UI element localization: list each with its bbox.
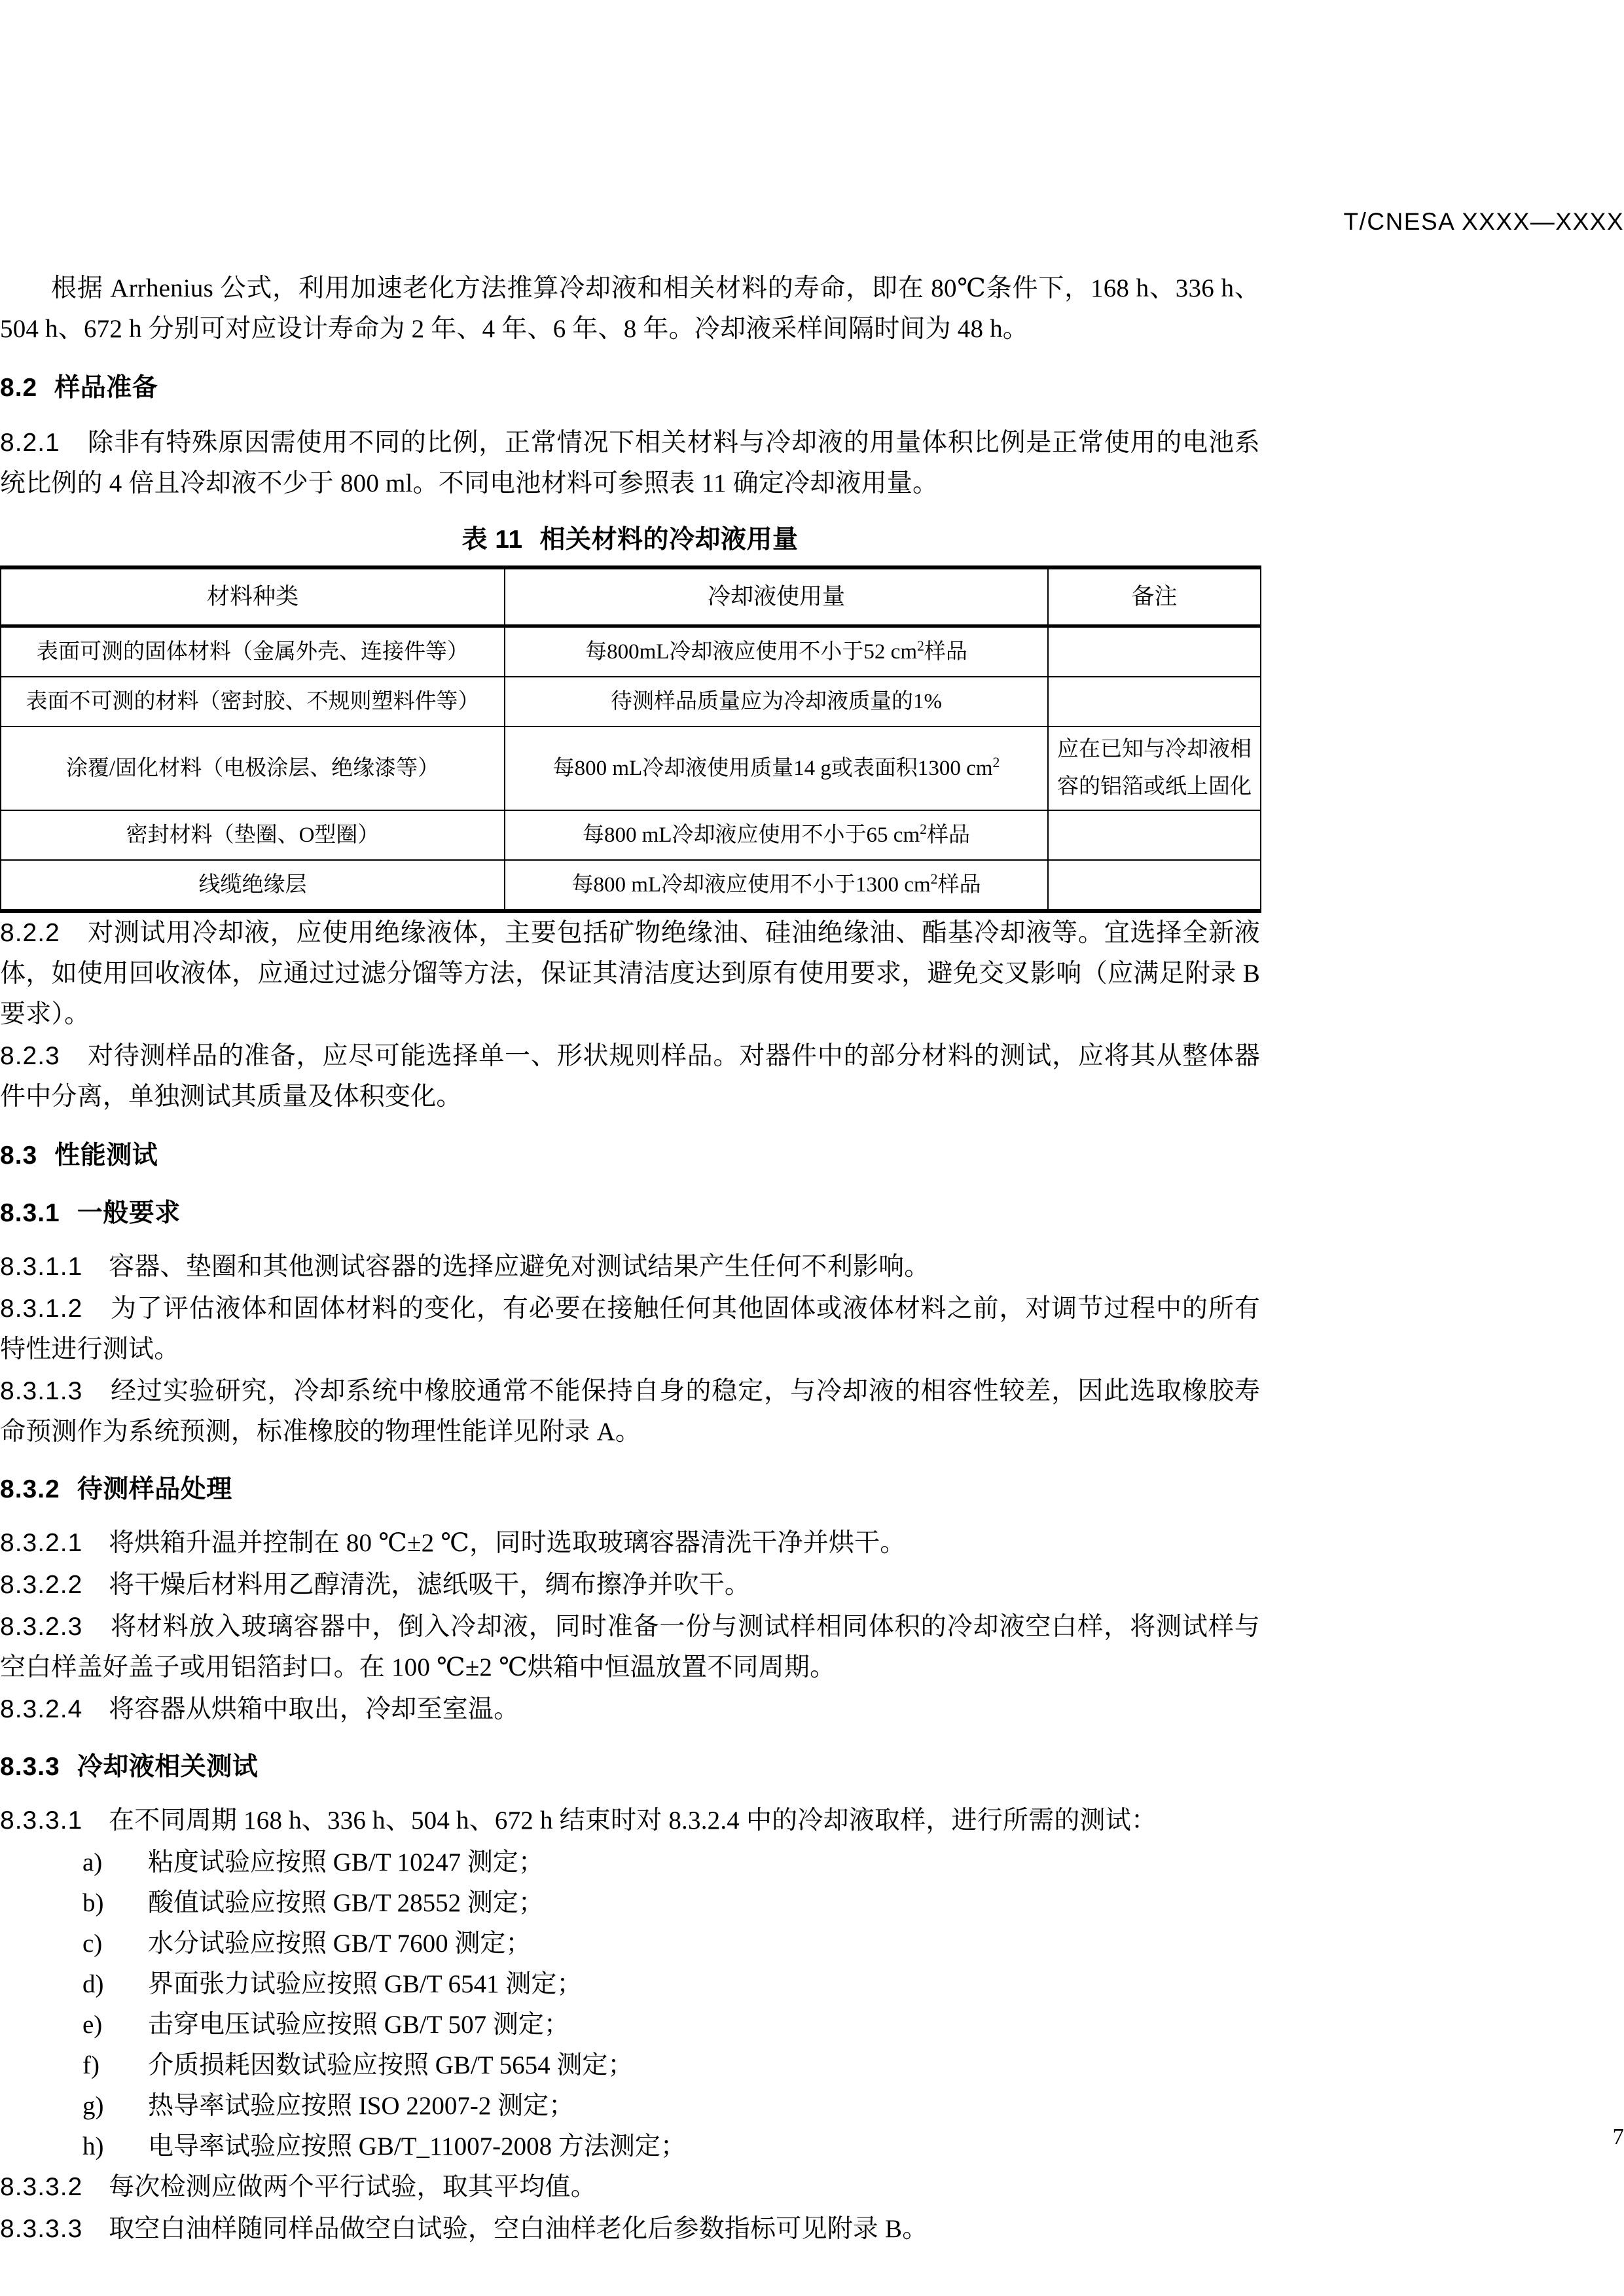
clause-8-3-1-3-text: 经过实验研究，冷却系统中橡胶通常不能保持自身的稳定，与冷却液的相容性较差，因此选取橡胶寿命预测作为系统预测，标准橡胶的物理性能详见附录 A。 <box>0 1377 1260 1446</box>
heading-8-3-2-number: 8.3.2 <box>0 1475 60 1503</box>
heading-8-2 <box>0 368 1260 408</box>
clause-8-2-2-text: 对测试用冷却液，应使用绝缘液体，主要包括矿物绝缘油、硅油绝缘油、酯基冷却液等。宜选择全新液体，如使用回收液体，应通过过滤分馏等方法，保证其清洁度达到原有使用要求，避免交叉影响（应满足附录 B 要求）。 <box>0 919 1260 1028</box>
cell-remark <box>1048 677 1261 726</box>
clause-8-3-1-2-number: 8.3.1.2 <box>0 1295 83 1323</box>
clause-8-3-2-2 <box>0 1565 1260 1605</box>
table-11-caption-label: 表 11 <box>461 526 523 554</box>
cell-amount-text: 待测样品质量应为冷却液质量的1% <box>611 690 942 713</box>
cell-remark <box>1048 626 1261 677</box>
heading-8-3-2 <box>0 1469 1260 1510</box>
clause-8-2-1-number: 8.2.1 <box>0 429 60 457</box>
table-11-caption <box>0 521 1260 559</box>
clause-8-3-2-2-text: 将干燥后材料用乙醇清洗，滤纸吸干，绸布擦净并吹干。 <box>109 1571 751 1599</box>
clause-8-3-3-2-number: 8.3.3.2 <box>0 2173 83 2201</box>
cell-amount-text: 每800 mL冷却液应使用不小于1300 cm <box>571 873 931 897</box>
list-item-text: 热导率试验应按照 ISO 22007-2 测定； <box>148 2092 575 2120</box>
clause-8-2-2-number: 8.2.2 <box>0 919 60 947</box>
list-item-text: 介质损耗因数试验应按照 GB/T 5654 测定； <box>148 2051 634 2079</box>
cell-amount-exponent: 2 <box>992 755 1000 770</box>
list-item <box>0 1924 1260 1964</box>
list-item-text: 击穿电压试验应按照 GB/T 507 测定； <box>148 2011 569 2039</box>
cell-amount <box>505 677 1048 726</box>
heading-8-2-title: 样品准备 <box>54 374 158 402</box>
clause-8-3-2-3-text: 将材料放入玻璃容器中，倒入冷却液，同时准备一份与测试样相同体积的冷却液空白样，将测试样与空白样盖好盖子或用铝箔封口。在 100 ℃±2 ℃烘箱中恒温放置不同周期。 <box>0 1613 1260 1681</box>
cell-amount <box>505 860 1048 911</box>
clause-8-3-2-1-text: 将烘箱升温并控制在 80 ℃±2 ℃，同时选取玻璃容器清洗干净并烘干。 <box>109 1529 906 1557</box>
clause-8-3-3-1 <box>0 1801 1260 1841</box>
clause-8-3-2-1-number: 8.3.2.1 <box>0 1529 83 1557</box>
cell-amount-exponent: 2 <box>917 638 924 654</box>
clause-8-3-1-3-number: 8.3.1.3 <box>0 1377 83 1405</box>
cell-amount-exponent: 2 <box>920 821 928 837</box>
clause-8-3-3-3-text: 取空白油样随同样品做空白试验，空白油样老化后参数指标可见附录 B。 <box>109 2215 928 2243</box>
clause-8-3-2-4-text: 将容器从烘箱中取出，冷却至室温。 <box>109 1695 520 1723</box>
clause-8-3-2-2-number: 8.3.2.2 <box>0 1571 83 1599</box>
list-item-marker: f) <box>82 2051 99 2079</box>
list-item-text: 水分试验应按照 GB/T 7600 测定； <box>148 1929 532 1958</box>
column-header-material: 材料种类 <box>1 567 505 626</box>
running-header: T/CNESA XXXX—XXXX <box>1343 208 1624 235</box>
list-item-text: 酸值试验应按照 GB/T 28552 测定； <box>148 1889 544 1917</box>
heading-8-3-number: 8.3 <box>0 1141 38 1170</box>
clause-8-3-1-2-text: 为了评估液体和固体材料的变化，有必要在接触任何其他固体或液体材料之前，对调节过程中的所有特性进行测试。 <box>0 1295 1260 1363</box>
list-item <box>0 2005 1260 2045</box>
list-item-text: 粘度试验应按照 GB/T 10247 测定； <box>148 1848 544 1876</box>
table-header-row <box>1 567 1261 626</box>
clause-8-3-3-1-number: 8.3.3.1 <box>0 1806 83 1835</box>
cell-material: 涂覆/固化材料（电极涂层、绝缘漆等） <box>1 726 505 810</box>
clause-8-2-3-text: 对待测样品的准备，应尽可能选择单一、形状规则样品。对器件中的部分材料的测试，应将其从整体器件中分离，单独测试其质量及体积变化。 <box>0 1042 1260 1111</box>
list-item-marker: e) <box>82 2011 103 2039</box>
list-item <box>0 2086 1260 2126</box>
cell-material: 表面不可测的材料（密封胶、不规则塑料件等） <box>1 677 505 726</box>
list-item-marker: h) <box>82 2132 104 2161</box>
cell-material: 线缆绝缘层 <box>1 860 505 911</box>
clause-8-3-2-3-number: 8.3.2.3 <box>0 1613 83 1641</box>
clause-8-3-2-3 <box>0 1607 1260 1688</box>
heading-8-3 <box>0 1136 1260 1176</box>
cell-amount <box>505 810 1048 860</box>
cell-remark <box>1048 810 1261 860</box>
heading-8-3-3 <box>0 1747 1260 1787</box>
clause-8-3-2-4 <box>0 1689 1260 1730</box>
cell-amount-text: 每800mL冷却液应使用不小于52 cm <box>585 640 917 664</box>
heading-8-3-2-title: 待测样品处理 <box>77 1475 232 1503</box>
cell-amount-suffix: 样品 <box>927 823 971 847</box>
table-11 <box>0 565 1261 913</box>
clause-8-3-1-1 <box>0 1247 1260 1287</box>
cell-amount-suffix: 样品 <box>937 873 981 897</box>
clause-8-3-1-3 <box>0 1371 1260 1452</box>
clause-8-2-3 <box>0 1036 1260 1117</box>
clause-8-3-1-2 <box>0 1289 1260 1370</box>
heading-8-3-3-title: 冷却液相关测试 <box>77 1753 259 1781</box>
heading-8-2-number: 8.2 <box>0 374 38 402</box>
heading-8-3-1-number: 8.3.1 <box>0 1199 60 1227</box>
table-11-caption-title: 相关材料的冷却液用量 <box>539 526 799 554</box>
cell-material: 表面可测的固体材料（金属外壳、连接件等） <box>1 626 505 677</box>
clause-8-3-2-4-number: 8.3.2.4 <box>0 1695 83 1723</box>
list-item <box>0 1883 1260 1924</box>
clause-8-3-1-1-number: 8.3.1.1 <box>0 1253 83 1281</box>
list-item-marker: b) <box>82 1889 104 1917</box>
cell-remark <box>1048 860 1261 911</box>
table-row <box>1 726 1261 810</box>
list-item-marker: g) <box>82 2092 104 2120</box>
cell-amount <box>505 726 1048 810</box>
clause-8-2-1 <box>0 423 1260 504</box>
intro-paragraph: 根据 Arrhenius 公式，利用加速老化方法推算冷却液和相关材料的寿命，即在 80℃条件下，168 h、336 h、504 h、672 h 分别可对应设计寿命为 2 年、4 年、6 年、8 年。冷却液采样间隔时间为 48 h。 <box>0 274 1260 343</box>
cell-remark: 应在已知与冷却液相容的铝箔或纸上固化 <box>1048 726 1261 810</box>
list-item-text: 电导率试验应按照 GB/T_11007-2008 方法测定； <box>148 2132 686 2161</box>
heading-8-3-title: 性能测试 <box>54 1141 158 1170</box>
cell-material: 密封材料（垫圈、O型圈） <box>1 810 505 860</box>
clause-8-3-3-3-number: 8.3.3.3 <box>0 2215 83 2243</box>
heading-8-3-1 <box>0 1193 1260 1234</box>
clause-8-2-1-text: 除非有特殊原因需使用不同的比例，正常情况下相关材料与冷却液的用量体积比例是正常使用的电池系统比例的 4 倍且冷却液不少于 800 ml。不同电池材料可参照表 11 确定冷却液用量。 <box>0 429 1260 497</box>
list-item <box>0 2126 1260 2167</box>
clause-8-3-3-3 <box>0 2209 1260 2250</box>
table-row <box>1 677 1261 726</box>
cell-amount-exponent: 2 <box>930 871 938 887</box>
table-row <box>1 810 1261 860</box>
heading-8-3-1-title: 一般要求 <box>77 1199 181 1227</box>
table-row <box>1 626 1261 677</box>
page-number: 7 <box>1612 2124 1624 2149</box>
cell-amount-suffix: 样品 <box>924 640 967 664</box>
heading-8-3-3-number: 8.3.3 <box>0 1753 60 1781</box>
cell-amount <box>505 626 1048 677</box>
list-item <box>0 1964 1260 2005</box>
list-item <box>0 2045 1260 2086</box>
clause-8-2-3-number: 8.2.3 <box>0 1042 60 1070</box>
clause-8-3-3-2 <box>0 2167 1260 2208</box>
column-header-remark: 备注 <box>1048 567 1261 626</box>
table-row <box>1 860 1261 911</box>
list-item <box>0 1842 1260 1883</box>
clause-8-3-1-1-text: 容器、垫圈和其他测试容器的选择应避免对测试结果产生任何不利影响。 <box>109 1253 930 1281</box>
list-item-marker: c) <box>82 1929 103 1958</box>
column-header-amount: 冷却液使用量 <box>505 567 1048 626</box>
clause-8-2-2 <box>0 913 1260 1035</box>
document-body <box>0 268 1260 2251</box>
clause-8-3-2-1 <box>0 1523 1260 1564</box>
list-item-text: 界面张力试验应按照 GB/T 6541 测定； <box>148 1970 583 1998</box>
list-item-marker: d) <box>82 1970 104 1998</box>
cell-amount-text: 每800 mL冷却液使用质量14 g或表面积1300 cm <box>552 757 993 780</box>
test-methods-list <box>0 1842 1260 2167</box>
clause-8-3-3-1-text: 在不同周期 168 h、336 h、504 h、672 h 结束时对 8.3.2.4 中的冷却液取样，进行所需的测试： <box>109 1806 1157 1835</box>
cell-amount-text: 每800 mL冷却液应使用不小于65 cm <box>582 823 920 847</box>
clause-8-3-3-2-text: 每次检测应做两个平行试验，取其平均值。 <box>109 2173 596 2201</box>
list-item-marker: a) <box>82 1848 103 1876</box>
